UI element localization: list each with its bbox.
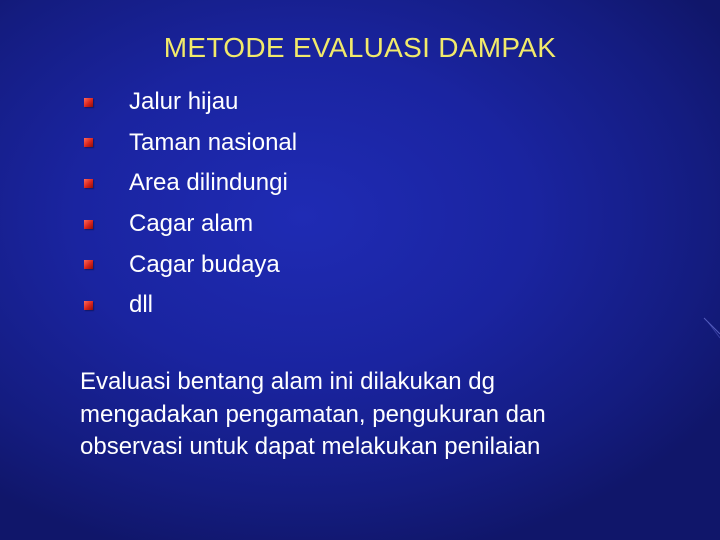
square-bullet-icon <box>84 301 93 310</box>
list-item <box>84 244 297 285</box>
description-paragraph <box>80 366 700 464</box>
bullet-text: dll <box>129 291 154 319</box>
square-bullet-icon <box>84 138 93 147</box>
list-item <box>84 82 297 123</box>
bullet-text: Taman nasional <box>129 128 298 156</box>
list-item <box>84 163 297 204</box>
bullet-list <box>84 82 297 326</box>
paragraph-line: Evaluasi bentang alam ini dilakukan dg <box>80 368 495 395</box>
paragraph-line: observasi untuk dapat melakukan penilaian <box>80 433 541 460</box>
paragraph-line: mengadakan pengamatan, pengukuran dan <box>80 400 546 428</box>
bullet-text: Area dilindungi <box>129 169 288 197</box>
square-bullet-icon <box>84 179 93 188</box>
list-item <box>84 204 297 245</box>
list-item <box>84 285 297 326</box>
bullet-text: Cagar alam <box>129 210 254 238</box>
slide-title: METODE EVALUASI DAMPAK <box>163 32 557 63</box>
square-bullet-icon <box>84 260 93 269</box>
square-bullet-icon <box>84 98 93 107</box>
bullet-text: Cagar budaya <box>129 250 280 278</box>
list-item <box>84 123 297 164</box>
square-bullet-icon <box>84 220 93 229</box>
bullet-text: Jalur hijau <box>129 88 239 116</box>
